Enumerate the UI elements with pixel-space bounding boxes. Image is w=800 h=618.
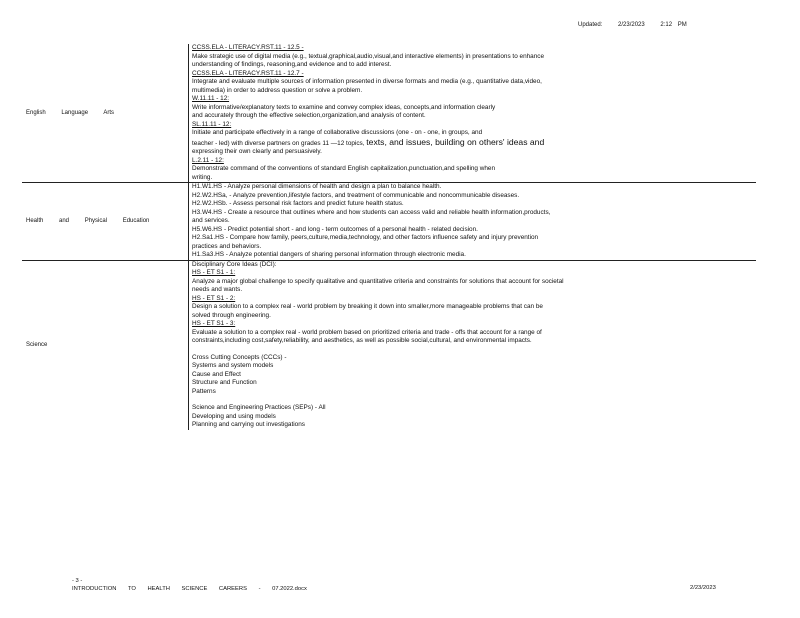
line-text: HS - ET S1 - 1: [192,269,236,276]
standard-text [192,61,756,70]
standard-text [192,278,756,287]
line-text: Science and Engineering Practices (SEPs) - All [192,404,326,411]
line-text: HS - ET S1 - 3: [192,320,236,327]
standard-text [192,404,756,413]
line-text: HS - ET S1 - 2: [192,294,236,302]
line-text: Design a solution to a complex real - world problem by breaking it down into smaller,more manageable problems that can be [192,303,543,310]
standard-text [192,303,756,312]
line-text: L.2.11 - 12: [192,156,224,164]
page-number: - 3 - [72,578,83,584]
standard-text [192,192,756,201]
line-text: Patterns [192,387,216,395]
standard-text [192,165,756,174]
line-text: constraints,including cost,safety,reliability, and aesthetics, as well as possible social,cultural, and environmental impacts. [192,337,532,344]
standard-text [192,243,756,252]
line-text: H2.W2.HSb. - Assess personal risk factors and predict future health status. [192,200,404,207]
subject-cell [22,183,188,260]
standard-text [192,286,756,295]
standard-text [192,200,756,209]
standard-code [192,269,756,278]
standard-text [192,379,756,388]
standard-text [192,312,756,321]
line-text: H3.W4.HS - Create a resource that outlines where and how students can access valid and reliable health information,products, [192,208,551,216]
standard-text [192,138,756,149]
subject-label: Science [26,342,48,348]
line-text: practices and behaviors. [192,242,262,250]
standard-text [192,421,756,430]
standard-text [192,413,756,422]
standard-text [192,174,756,183]
line-text: Make strategic use of digital media (e.g., textual,graphical,audio,visual,and interactive elements) in presentations to enhance [192,52,545,60]
standard-code [192,121,756,130]
subject-cell [22,44,188,182]
standards-cell [188,44,756,182]
standards-cell [188,261,756,430]
line-text: solved through engineering. [192,311,271,319]
line-text: teacher - led) with diverse partners on grades 11 —12 topics, [192,139,365,147]
standard-text [192,354,756,363]
standard-text [192,261,756,270]
table-row [22,44,756,183]
standard-text [192,87,756,96]
subject-label: Health and Physical Education [26,218,150,225]
footer [72,577,307,593]
standards-table [22,44,756,430]
spacer [192,396,756,404]
standard-code [192,320,756,329]
standard-text [192,217,756,226]
footer-date: 2/23/2023 [690,585,716,591]
line-text: Demonstrate command of the conventions of standard English capitalization,punctuation,and spelling when [192,165,496,172]
line-text: multimedia) in order to address question or solve a problem. [192,86,363,94]
line-text: and accurately through the effective selection,organization,and analysis of content. [192,112,426,119]
spacer [192,346,756,354]
standard-text [192,209,756,218]
subject-label: English Language Arts [26,110,115,116]
line-text: H5.W6.HS - Predict potential short - and long - term outcomes of a personal health - related decision. [192,225,478,233]
line-text: CCSS.ELA - LITERACY.RST.11 - 12.7 - [192,69,304,77]
line-text: Developing and using models [192,412,276,420]
footer-title: INTRODUCTION TO HEALTH SCIENCE CAREERS - 07.2022.docx [72,586,307,592]
standard-text [192,251,756,260]
line-text: H2.W2.HSa, - Analyze prevention,lifestyle factors, and treatment of communicable and noncommunicable diseases. [192,191,520,199]
standard-code [192,44,756,53]
subject-cell [22,261,188,430]
standards-cell [188,183,756,260]
standard-text [192,329,756,338]
line-text: writing. [192,173,213,181]
standard-text [192,148,756,157]
line-text: Systems and system models [192,362,274,369]
document-header [578,22,701,28]
line-text: and services. [192,217,230,224]
line-text: W.11.11 - 12: [192,95,230,102]
line-text: CCSS.ELA - LITERACY.RST.11 - 12.5 - [192,44,304,51]
standard-text [192,129,756,138]
line-text: Planning and carrying out investigations [192,421,305,428]
standard-text [192,183,756,192]
table-row [22,183,756,261]
standard-code [192,95,756,104]
standard-code [192,295,756,304]
line-text: expressing their own clearly and persuasively. [192,148,322,155]
line-text: Cause and Effect [192,370,241,378]
line-text: H1.Sa3.HS - Analyze potential dangers of sharing personal information through electronic media. [192,251,466,258]
table-row [22,261,756,430]
line-text: Analyze a major global challenge to specify qualitative and quantitative criteria and constraints for solutions that account for societal [192,277,564,285]
standard-text [192,362,756,371]
line-text: Evaluate a solution to a complex real - world problem based on prioritized criteria and trade - offs that account for a range of [192,328,542,336]
standard-text [192,104,756,113]
updated-label: Updated: [578,22,603,28]
standard-text [192,53,756,62]
line-text: understanding of findings, reasoning,and evidence and to add interest. [192,61,392,68]
line-text: Write informative/explanatory texts to examine and convey complex ideas, concepts,and information clearly [192,103,496,111]
line-text: Structure and Function [192,379,257,386]
line-text: H1.W1.HS - Analyze personal dimensions of health and design a plan to balance health. [192,183,442,190]
standard-text [192,112,756,121]
line-text: SL.11.11 - 12: [192,120,232,128]
standard-text [192,337,756,346]
standard-code [192,157,756,166]
updated-date: 2/23/2023 [618,22,645,28]
line-text: Initiate and participate effectively in a range of collaborative discussions (one - on - one, in groups, and [192,129,483,136]
standard-code [192,70,756,79]
line-text: Disciplinary Core Ideas (DCI): [192,260,277,268]
standard-text [192,226,756,235]
line-text: Cross Cutting Concepts (CCCs) - [192,353,287,361]
updated-time: 2:12 [660,22,673,28]
line-text-large: texts, and issues, building on others' ideas and [366,137,545,147]
line-text: Integrate and evaluate multiple sources of information presented in diverse formats and media (e.g., quantitative data,video, [192,78,542,85]
standard-text [192,388,756,397]
standard-text [192,371,756,380]
line-text: needs and wants. [192,286,243,293]
standard-text [192,234,756,243]
updated-ampm: PM [677,22,687,28]
line-text: H2.Sa1.HS - Compare how family, peers,culture,media,technology, and other factors influence safety and injury prevention [192,234,539,241]
standard-text [192,78,756,87]
